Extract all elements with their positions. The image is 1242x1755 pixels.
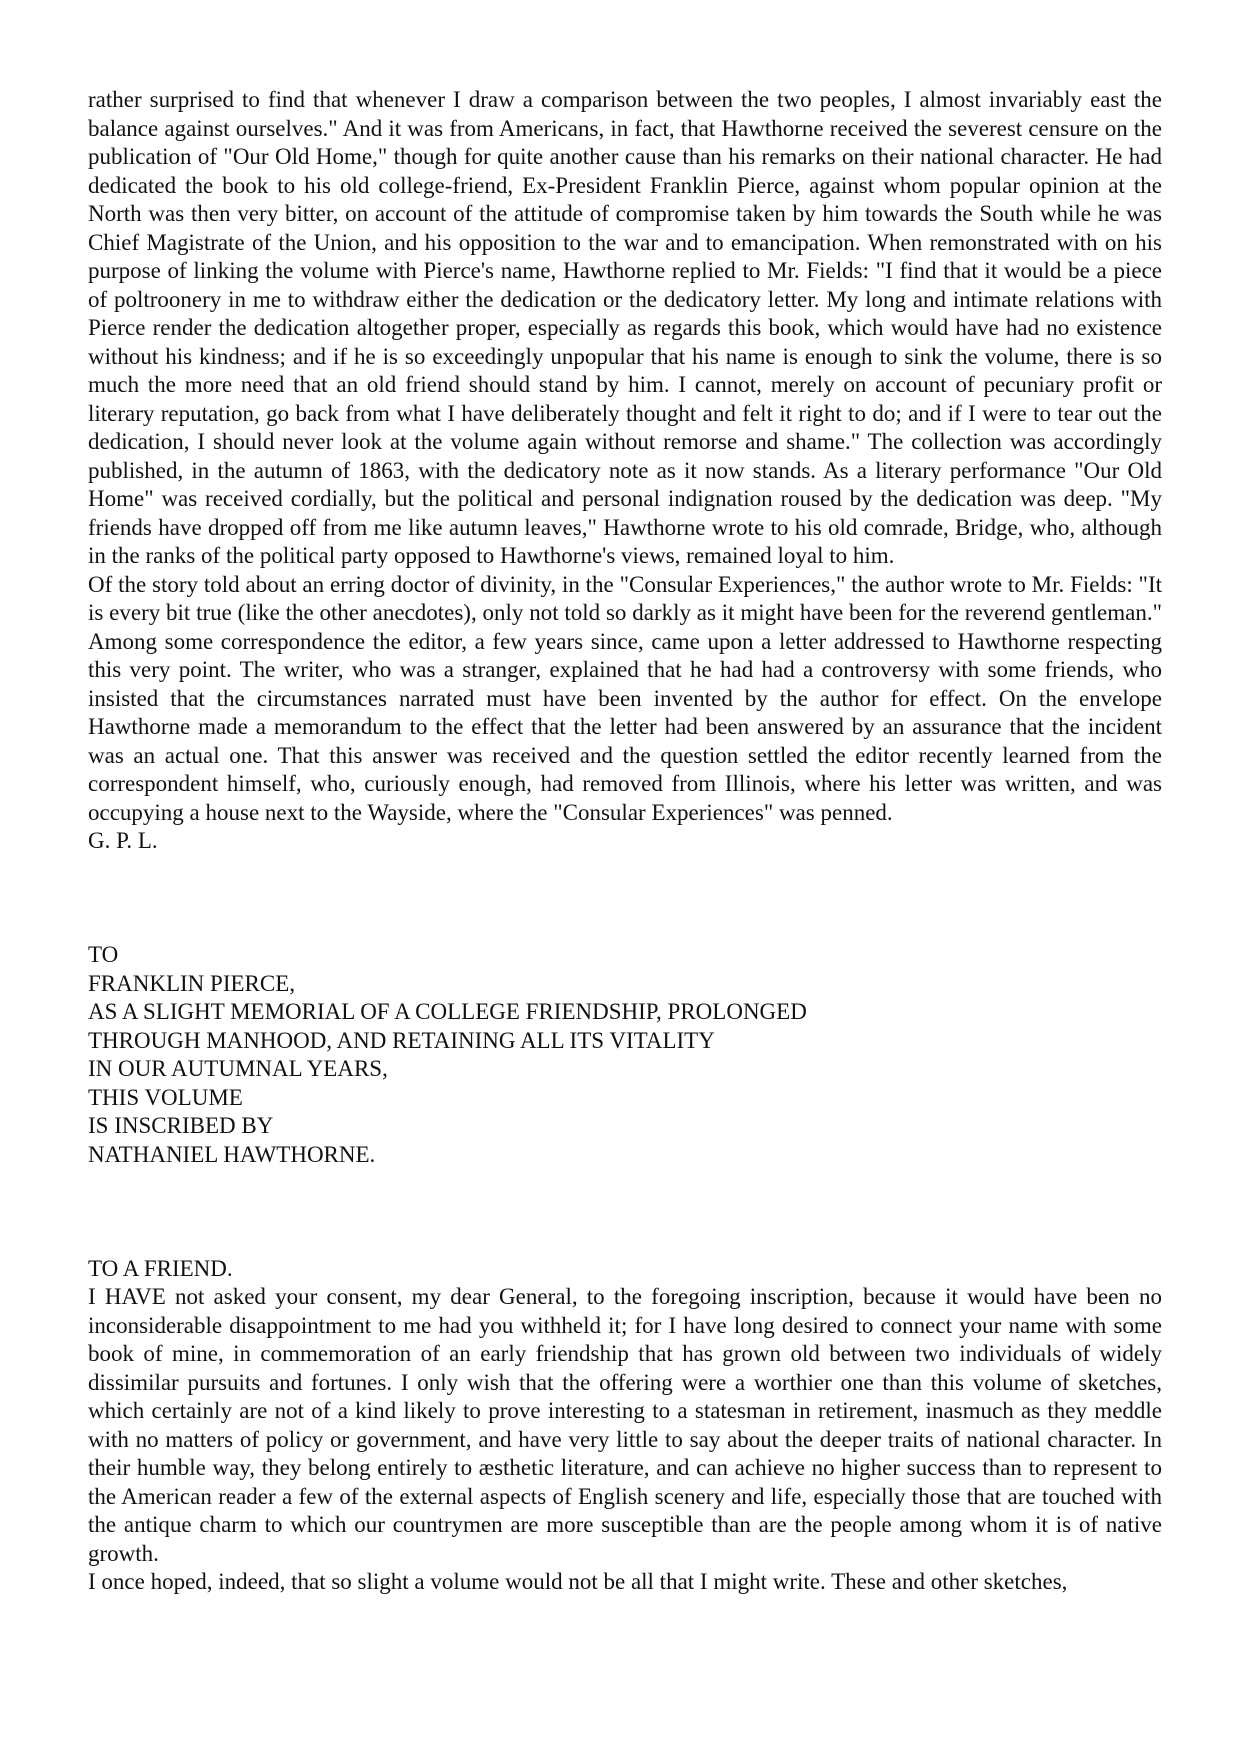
dedication-line: AS A SLIGHT MEMORIAL OF A COLLEGE FRIENDSHIP, PROLONGED: [88, 999, 807, 1024]
dedication-line: FRANKLIN PIERCE,: [88, 970, 296, 996]
letter-paragraph-1: I HAVE not asked your consent, my dear General, to the foregoing inscription, because it would have been no inconsiderable disappointment to me had you withheld it; for I have long desired to connect your name with some book of mine, in commemoration of an early friendship that has grown old between two individuals of widely dissimilar pursuits and fortunes. I only wish that the offering were a worthier one than this volume of sketches, which certainly are not of a kind likely to prove interesting to a statesman in retirement, inasmuch as they meddle with no matters of policy or government, and have very little to say about the deeper traits of national character. In their humble way, they belong entirely to æsthetic literature, and can achieve no higher success than to represent to the American reader a few of the external aspects of English scenery and life, especially those that are touched with the antique charm to which our countrymen are more susceptible than are the people among whom it is of native growth.: [88, 1284, 1162, 1566]
dedication-line: IS INSCRIBED BY: [88, 1113, 274, 1138]
intro-paragraph-2: Of the story told about an erring doctor of divinity, in the "Consular Experiences," the author wrote to Mr. Fields: "It is every bit true (like the other anecdotes), only not told so darkly as it might have been for the reverend gentleman." Among some correspondence the editor, a few years since, came upon a letter addressed to Hawthorne respecting this very point. The writer, who was a stranger, explained that he had had a controversy with some friends, who insisted that the circumstances narrated must have been invented by the author for effect. On the envelope Hawthorne made a memorandum to the effect that the letter had been answered by an assurance that the incident was an actual one. That this answer was received and the question settled the editor recently learned from the correspondent himself, who, curiously enough, had removed from Illinois, where his letter was written, and was occupying a house next to the Wayside, where the "Consular Experiences" was penned.: [88, 571, 1162, 825]
intro-paragraph-1: rather surprised to find that whenever I draw a comparison between the two peoples, I almost invariably east the balance against ourselves." And it was from Americans, in fact, that Hawthorne received the severest censure on the publication of "Our Old Home," though for quite another cause than his remarks on their national character. He had dedicated the book to his old college-friend, Ex-President Franklin Pierce, against whom popular opinion at the North was then very bitter, on account of the attitude of compromise taken by him towards the South while he was Chief Magistrate of the Union, and his opposition to the war and to emancipation. When remonstrated with on his purpose of linking the volume with Pierce's name, Hawthorne replied to Mr. Fields: "I find that it would be a piece of poltroonery in me to withdraw either the dedication or the dedicatory letter. My long and intimate relations with Pierce render the dedication altogether proper, especially as regards this book, which would have had no existence without his kindness; and if he is so exceedingly unpopular that his name is enough to sink the volume, there is so much the more need that an old friend should stand by him. I cannot, merely on account of pecuniary profit or literary reputation, go back from what I have deliberately thought and felt it right to do; and if I were to tear out the dedication, I should never look at the volume again without remorse and shame." The collection was accordingly published, in the autumn of 1863, with the dedicatory note as it now stands. As a literary performance "Our Old Home" was received cordially, but the political and personal indignation roused by the dedication was deep. "My friends have dropped off from me like autumn leaves," Hawthorne wrote to his old comrade, Bridge, who, although in the ranks of the political party opposed to Hawthorne's views, remained loyal to him.: [88, 87, 1162, 568]
editor-signature: G. P. L.: [88, 828, 158, 853]
dedication-line: NATHANIEL HAWTHORNE.: [88, 1141, 376, 1167]
letter-heading: TO A FRIEND.: [88, 1255, 233, 1281]
dedication-line: TO: [88, 942, 119, 967]
spacer: [88, 856, 1162, 942]
letter-paragraph-2: I once hoped, indeed, that so slight a volume would not be all that I might write. These and other sketches,: [88, 1569, 1068, 1594]
dedication-line: THIS VOLUME: [88, 1084, 243, 1110]
spacer: [88, 1169, 1162, 1255]
dedication-line: IN OUR AUTUMNAL YEARS,: [88, 1056, 388, 1081]
dedication-line: THROUGH MANHOOD, AND RETAINING ALL ITS VITALITY: [88, 1027, 715, 1053]
dedication-block: [88, 941, 1162, 1169]
document-page: [88, 86, 1162, 1597]
